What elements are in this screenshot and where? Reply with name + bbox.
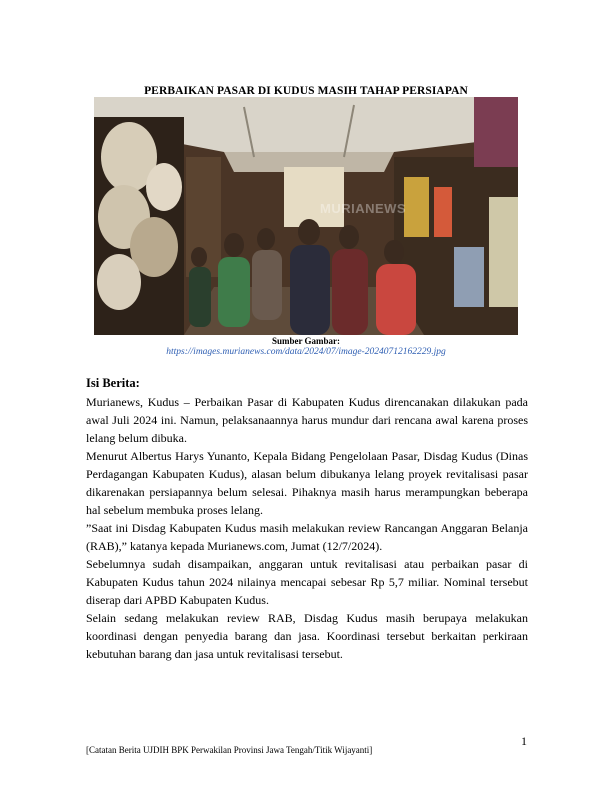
- image-source-link[interactable]: https://images.murianews.com/data/2024/07/image-20240712162229.jpg: [166, 347, 446, 357]
- news-photo: [94, 97, 518, 335]
- image-caption-label: Sumber Gambar:: [271, 336, 341, 346]
- photo-watermark: MURIANEWS: [320, 201, 407, 216]
- page-number: 1: [521, 734, 527, 748]
- paragraph: Sebelumnya sudah disampaikan, anggaran untuk revitalisasi atau perbaikan pasar di Kabupaten Kudus tahun 2024 nilainya mencapai sebesar Rp 5,7 miliar. Nominal tersebut diserap dari APBD Kabupaten Kudus.: [86, 557, 528, 607]
- paragraph: ”Saat ini Disdag Kabupaten Kudus masih melakukan review Rancangan Anggaran Belanja (RAB),” katanya kepada Murianews.com, Jumat (12/7/2024).: [86, 521, 528, 553]
- footer-note: [Catatan Berita UJDIH BPK Perwakilan Provinsi Jawa Tengah/Titik Wijayanti]: [86, 745, 373, 755]
- section-title: Isi Berita:: [86, 376, 140, 390]
- document-title: PERBAIKAN PASAR DI KUDUS MASIH TAHAP PERSIAPAN: [144, 85, 468, 97]
- paragraph: Menurut Albertus Harys Yunanto, Kepala Bidang Pengelolaan Pasar, Disdag Kudus (Dinas Perdagangan Kabupaten Kudus), alasan belum dibukanya lelang proyek revitalisasi pasar dikarenakan persiapannya belum selesai. Pihaknya masih harus merampungkan beberapa hal sebelum membuka proses lelang.: [86, 449, 528, 517]
- paragraph: Selain sedang melakukan review RAB, Disdag Kudus masih berupaya melakukan koordinasi dengan penyedia barang dan jasa. Koordinasi tersebut berkaitan perkiraan kebutuhan barang dan jasa untuk revitalisasi tersebut.: [86, 611, 528, 661]
- paragraph: Murianews, Kudus – Perbaikan Pasar di Kabupaten Kudus direncanakan dilakukan pada awal Juli 2024 ini. Namun, pelaksanaannya harus mundur dari rencana awal karena proses lelang belum dibuka.: [86, 395, 528, 445]
- article-body: [86, 393, 528, 663]
